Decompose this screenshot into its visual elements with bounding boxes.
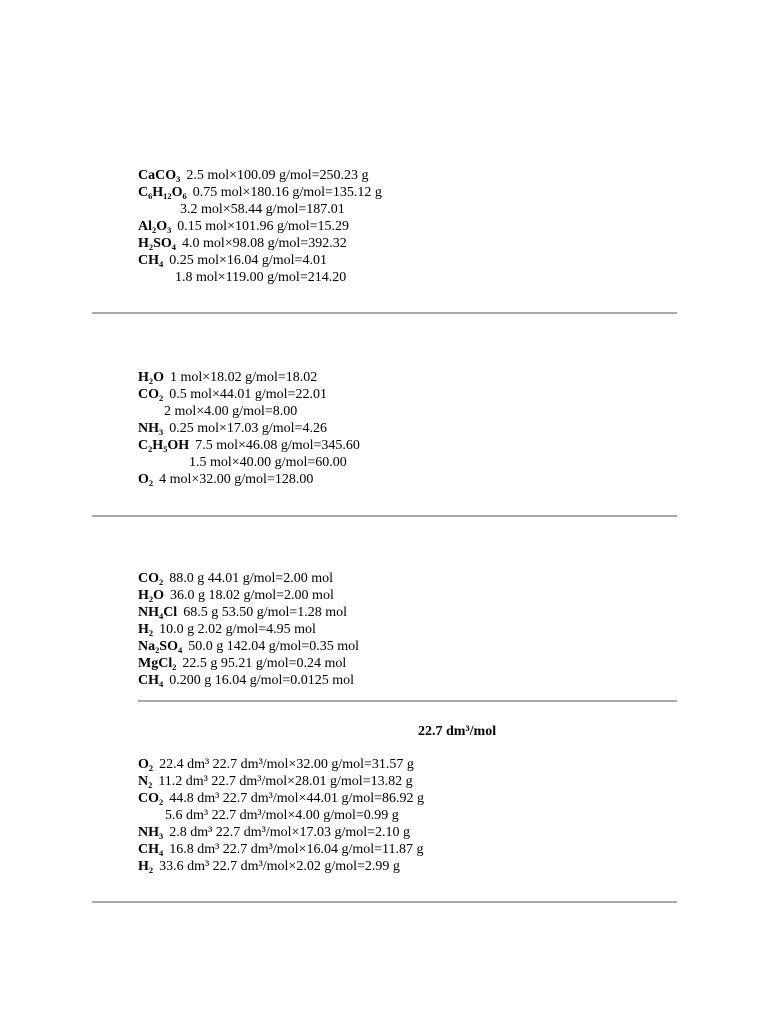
calc-line (138, 269, 678, 286)
calc-value: 7.5 mol×46.08 g/mol=345.60 (195, 438, 360, 453)
calc-line (138, 841, 678, 858)
calc-line (138, 672, 678, 689)
formula: MgCl₂ (138, 656, 177, 671)
formula: Na₂SO₄ (138, 639, 183, 654)
calc-line (138, 790, 678, 807)
calc-line (138, 638, 678, 655)
calc-line (138, 587, 678, 604)
formula: H₂O (138, 370, 164, 385)
calc-line (138, 604, 678, 621)
calc-line (138, 403, 678, 420)
calc-line (138, 471, 678, 488)
formula: Al₂O₃ (138, 219, 172, 234)
calc-line (138, 167, 678, 184)
calc-value: 0.200 g 16.04 g/mol=0.0125 mol (169, 673, 355, 688)
calc-line (138, 570, 678, 587)
calc-value: 88.0 g 44.01 g/mol=2.00 mol (169, 571, 334, 586)
calc-value: 0.75 mol×180.16 g/mol=135.12 g (192, 185, 382, 200)
calc-line (138, 252, 678, 269)
formula: H₂ (138, 622, 154, 637)
calc-value: 4.0 mol×98.08 g/mol=392.32 (181, 236, 347, 251)
formula: C₆H₁₂O₆ (138, 185, 187, 200)
calc-value: 5.6 dm³ 22.7 dm³/mol×4.00 g/mol=0.99 g (165, 808, 399, 823)
formula: CH₄ (138, 253, 164, 268)
calc-value: 3.2 mol×58.44 g/mol=187.01 (180, 202, 345, 217)
divider (92, 901, 677, 903)
formula: CO₂ (138, 571, 164, 586)
formula: C₂H₅OH (138, 438, 190, 453)
calc-value: 2.8 dm³ 22.7 dm³/mol×17.03 g/mol=2.10 g (169, 825, 411, 840)
calc-line (138, 235, 678, 252)
calc-line (138, 655, 678, 672)
section-heading: 22.7 dm³/mol (418, 724, 497, 739)
formula: O₂ (138, 757, 154, 772)
calc-line (138, 454, 678, 471)
formula: NH₃ (138, 421, 164, 436)
calc-value: 44.8 dm³ 22.7 dm³/mol×44.01 g/mol=86.92 g (169, 791, 425, 806)
calc-line (138, 369, 678, 386)
calc-value: 16.8 dm³ 22.7 dm³/mol×16.04 g/mol=11.87 g (169, 842, 424, 857)
calc-value: 10.0 g 2.02 g/mol=4.95 mol (159, 622, 316, 637)
calc-value: 68.5 g 53.50 g/mol=1.28 mol (183, 605, 348, 620)
calc-line (138, 420, 678, 437)
section-mass-from-moles (138, 167, 678, 286)
section-moles-from-mass (138, 570, 678, 689)
calc-line (138, 218, 678, 235)
calc-value: 1.8 mol×119.00 g/mol=214.20 (175, 270, 347, 285)
divider (92, 515, 677, 517)
calc-line (138, 858, 678, 875)
calc-line (138, 824, 678, 841)
calc-line (138, 201, 678, 218)
calc-value: 22.5 g 95.21 g/mol=0.24 mol (182, 656, 347, 671)
calc-line (138, 621, 678, 638)
divider (138, 700, 677, 702)
calc-value: 2 mol×4.00 g/mol=8.00 (164, 404, 298, 419)
formula: H₂ (138, 859, 154, 874)
calc-line (138, 184, 678, 201)
formula: N₂ (138, 774, 153, 789)
calc-value: 0.25 mol×16.04 g/mol=4.01 (169, 253, 327, 268)
calc-value: 0.15 mol×101.96 g/mol=15.29 (177, 219, 350, 234)
calc-line (138, 386, 678, 403)
divider (92, 312, 677, 314)
calc-value: 0.25 mol×17.03 g/mol=4.26 (169, 421, 327, 436)
calc-value: 50.0 g 142.04 g/mol=0.35 mol (188, 639, 360, 654)
calc-line (138, 807, 678, 824)
calc-value: 1.5 mol×40.00 g/mol=60.00 (189, 455, 347, 470)
formula: H₂SO₄ (138, 236, 176, 251)
calc-value: 33.6 dm³ 22.7 dm³/mol×2.02 g/mol=2.99 g (159, 859, 400, 874)
section-gas-volume (138, 756, 678, 875)
calc-value: 22.4 dm³ 22.7 dm³/mol×32.00 g/mol=31.57 g (159, 757, 414, 772)
formula: CO₂ (138, 387, 164, 402)
formula: NH₃ (138, 825, 164, 840)
formula: O₂ (138, 472, 154, 487)
calc-value: 2.5 mol×100.09 g/mol=250.23 g (186, 168, 369, 183)
calc-value: 1 mol×18.02 g/mol=18.02 (169, 370, 318, 385)
formula: H₂O (138, 588, 164, 603)
calc-line (138, 756, 678, 773)
formula: CO₂ (138, 791, 164, 806)
calc-value: 11.2 dm³ 22.7 dm³/mol×28.01 g/mol=13.82 g (158, 774, 413, 789)
formula: NH₄Cl (138, 605, 178, 620)
calc-line (138, 773, 678, 790)
calc-value: 4 mol×32.00 g/mol=128.00 (159, 472, 314, 487)
formula: CaCO₃ (138, 168, 181, 183)
calc-value: 36.0 g 18.02 g/mol=2.00 mol (169, 588, 334, 603)
calc-line (138, 437, 678, 454)
formula: CH₄ (138, 673, 164, 688)
calc-value: 0.5 mol×44.01 g/mol=22.01 (169, 387, 327, 402)
formula: CH₄ (138, 842, 164, 857)
section-molar-mass-products (138, 369, 678, 488)
